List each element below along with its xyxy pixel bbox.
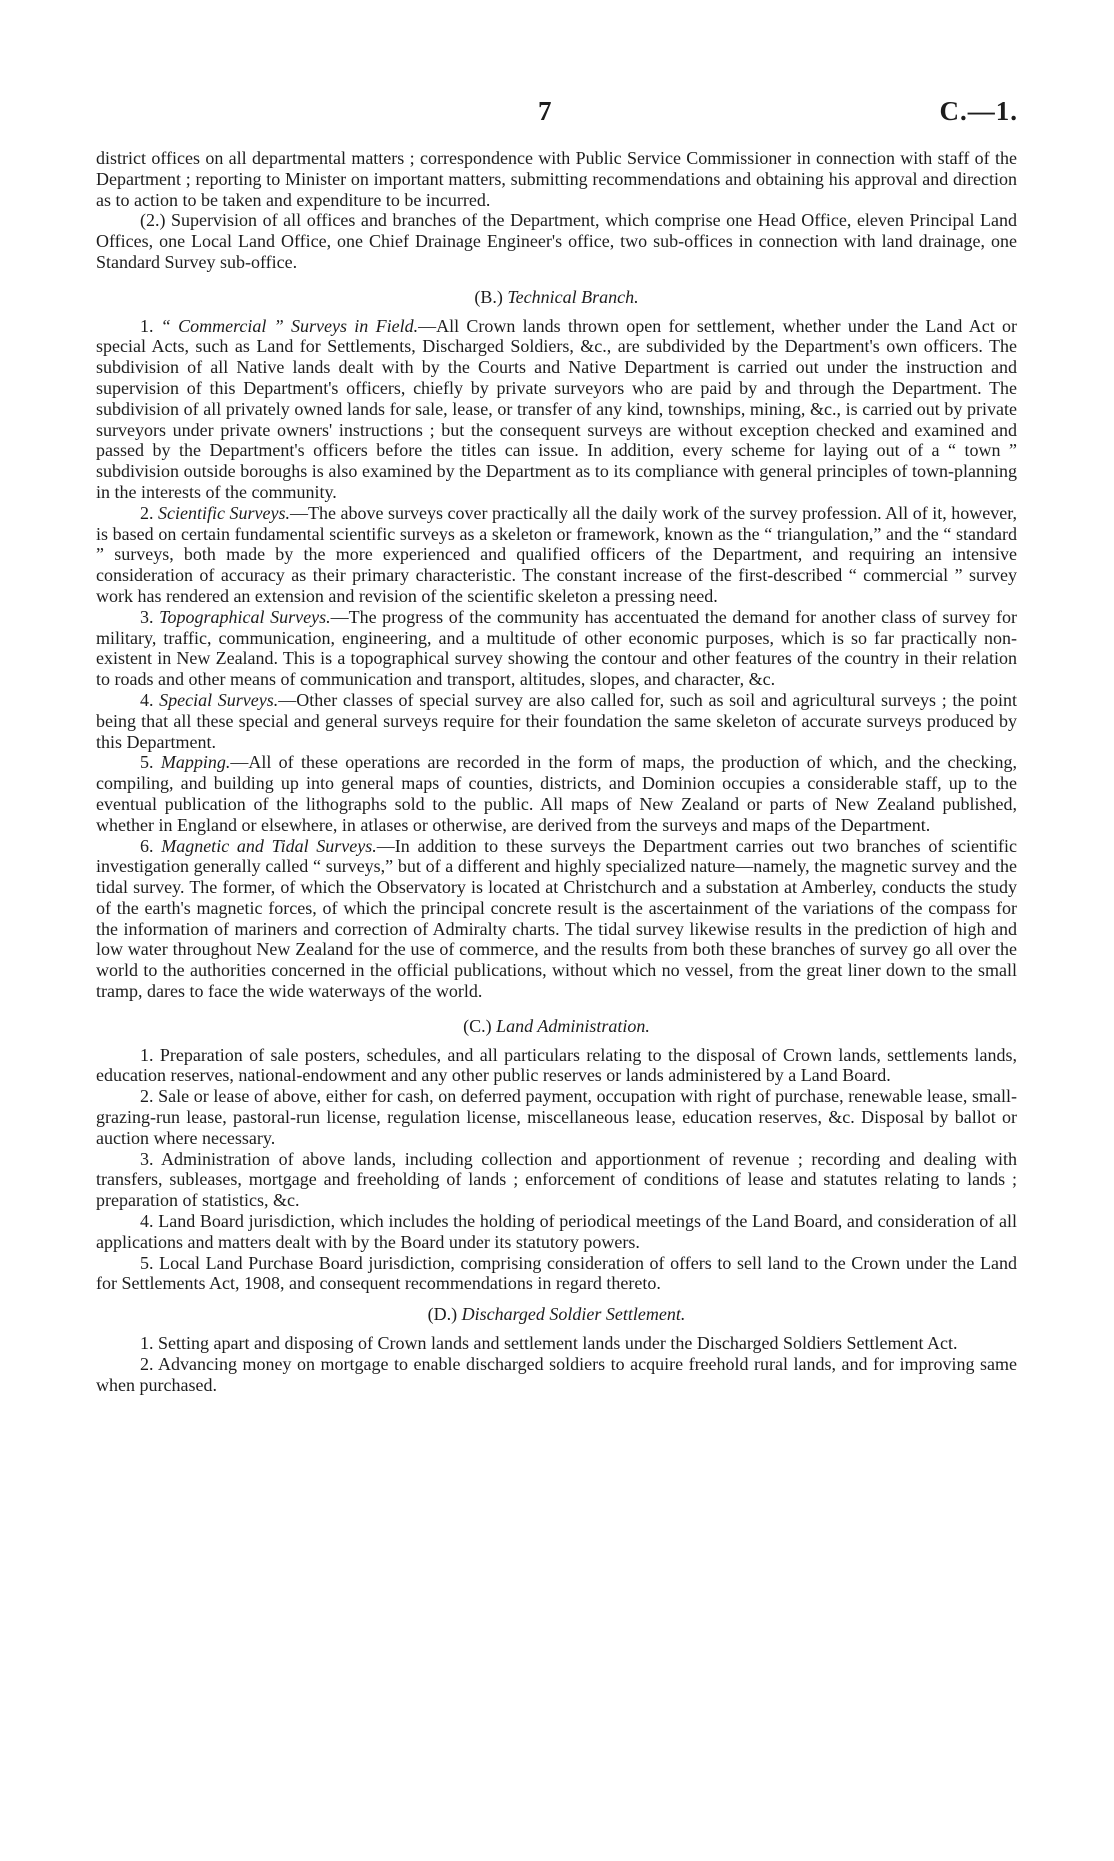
item-text: —The progress of the community has accentuated the demand for another class of survey for military, traffic, communication, engineering, and a multitude of other economic purposes, which is so far practically non-existent in New Zealand. This is a topographical survey showing the contour and other features of the country in their relation to roads and other means of communication and transport, altitudes, slopes, and character, &c. xyxy=(96,606,1017,690)
item-title: Topographical Surveys. xyxy=(159,606,331,627)
item-number: 6. xyxy=(140,835,154,856)
item-title: Special Surveys. xyxy=(159,689,279,710)
section-heading-technical-branch xyxy=(96,287,1017,308)
item-number: 3. xyxy=(140,606,154,627)
item-text: —All Crown lands thrown open for settlement, whether under the Land Act or special Acts, such as Land for Settlements, Discharged Soldiers, &c., are subdivided by the Department's own officers. The subdivision of all Native lands dealt with by the Courts and Native Department is carried out under the instruction and supervision of this Department's officers, chiefly by private surveyors who are paid by and through the Department. The subdivision of all privately owned lands for sale, lease, or transfer of any kind, townships, mining, &c., is carried out by private surveyors under private owners' instructions ; but the consequent surveys are without exception checked and examined and passed by the Department's officers before the titles can issue. In addition, every scheme for laying out of a “ town ” subdivision outside boroughs is also examined by the Department as to its compliance with general principles of town-planning in the interests of the community. xyxy=(96,315,1018,502)
section-label: (B.) xyxy=(474,286,503,307)
section-title: Technical Branch. xyxy=(507,286,639,307)
item-title: Scientific Surveys. xyxy=(158,502,291,523)
document-reference: C.—1. xyxy=(939,96,1018,126)
item-title: Mapping. xyxy=(160,752,231,773)
item-text: —The above surveys cover practically all the daily work of the survey profession. All of it, however, is based on certain fundamental scientific surveys as a skeleton or framework, known as the “ triangulation,” and the “ standard ” surveys, both made by the more experienced and qualified officers of the Department, and requiring an intensive consideration of accuracy as their primary characteristic. The constant increase of the first-described “ commercial ” survey work has rendered an extension and revision of the scientific skeleton a pressing need. xyxy=(96,502,1017,606)
item-title: Magnetic and Tidal Surveys. xyxy=(161,835,377,856)
land-admin-item-5: 5. Local Land Purchase Board jurisdiction, comprising consideration of offers to sell land to the Crown under the Land for Settlements Act, 1908, and consequent recommendations in regard thereto. xyxy=(96,1252,1017,1294)
page-body xyxy=(96,148,1017,1395)
section-title: Discharged Soldier Settlement. xyxy=(461,1304,686,1325)
item-text: —Other classes of special survey are also called for, such as soil and agricultural surveys ; the point being that all these special and general surveys require for their foundation the same skeleton of accurate surveys produced by this Department. xyxy=(96,689,1017,752)
item-title: “ Commercial ” Surveys in Field. xyxy=(160,315,419,336)
technical-item-5 xyxy=(96,752,1017,835)
section-heading-land-administration xyxy=(96,1016,1017,1037)
land-admin-item-3: 3. Administration of above lands, including collection and apportionment of revenue ; recording and dealing with transfers, subleases, mortgage and freeholding of lands ; enforcement of conditions of lease and statutes relating to lands ; preparation of statistics, &c. xyxy=(96,1148,1017,1211)
intro-paragraph-2: (2.) Supervision of all offices and branches of the Department, which comprise one Head Office, eleven Principal Land Offices, one Local Land Office, one Chief Drainage Engineer's office, two sub-offices in connection with land drainage, one Standard Survey sub-office. xyxy=(96,210,1017,272)
item-number: 1. xyxy=(140,315,154,336)
item-text: —In addition to these surveys the Department carries out two branches of scientific investigation generally called “ surveys,” but of a different and highly specialized nature—namely, the magnetic survey and the tidal survey. The former, of which the Observatory is located at Christchurch and a substation at Amberley, conducts the study of the earth's magnetic forces, of which the principal concrete result is the ascertainment of the variations of the compass for the information of mariners and correction of Admiralty charts. The tidal survey likewise results in the prediction of high and low water throughout New Zealand for the use of commerce, and the results from both these branches of survey go all over the world to the authorities concerned in the official publications, without which no vessel, from the great liner down to the small tramp, dares to face the wide waterways of the world. xyxy=(96,835,1017,1002)
soldier-settlement-item-2: 2. Advancing money on mortgage to enable discharged soldiers to acquire freehold rural lands, and for improving same when purchased. xyxy=(96,1353,1017,1395)
technical-item-6 xyxy=(96,836,1017,1002)
item-number: 2. xyxy=(140,502,154,523)
technical-item-2 xyxy=(96,503,1017,607)
intro-paragraph-1: district offices on all departmental matters ; correspondence with Public Service Commissioner in connection with staff of the Department ; reporting to Minister on important matters, submitting recommendations and obtaining his approval and direction as to action to be taken and expenditure to be incurred. xyxy=(96,148,1017,210)
land-admin-item-2: 2. Sale or lease of above, either for cash, on deferred payment, occupation with right of purchase, renewable lease, small-grazing-run lease, pastoral-run license, regulation license, miscellaneous lease, education reserves, &c. Disposal by ballot or auction where necessary. xyxy=(96,1086,1017,1148)
item-text: —All of these operations are recorded in the form of maps, the production of which, and the checking, compiling, and building up into general maps of counties, districts, and Dominion occupies a considerable staff, up to the eventual publication of the lithographs sold to the public. All maps of New Zealand or parts of New Zealand published, whether in England or elsewhere, in atlases or otherwise, are derived from the surveys and maps of the Department. xyxy=(96,752,1018,835)
land-admin-item-4: 4. Land Board jurisdiction, which includes the holding of periodical meetings of the Land Board, and consideration of all applications and matters dealt with by the Board under its statutory powers. xyxy=(96,1211,1017,1252)
page-header xyxy=(0,96,1114,136)
page-number: 7 xyxy=(538,96,553,126)
section-label: (D.) xyxy=(427,1304,458,1325)
technical-item-3 xyxy=(96,607,1017,690)
soldier-settlement-item-1: 1. Setting apart and disposing of Crown lands and settlement lands under the Discharged Soldiers Settlement Act. xyxy=(140,1333,958,1354)
item-number: 4. xyxy=(140,689,154,710)
item-number: 5. xyxy=(140,752,154,773)
section-heading-discharged-soldier-settlement xyxy=(96,1304,1017,1325)
land-admin-item-1: 1. Preparation of sale posters, schedules, and all particulars relating to the disposal of Crown lands, settlements lands, education reserves, national-endowment and any other public reserves or lands administered by a Land Board. xyxy=(96,1044,1017,1086)
section-title: Land Administration. xyxy=(496,1015,650,1036)
section-label: (C.) xyxy=(463,1015,492,1036)
technical-item-4 xyxy=(96,690,1017,752)
technical-item-1 xyxy=(96,316,1017,503)
